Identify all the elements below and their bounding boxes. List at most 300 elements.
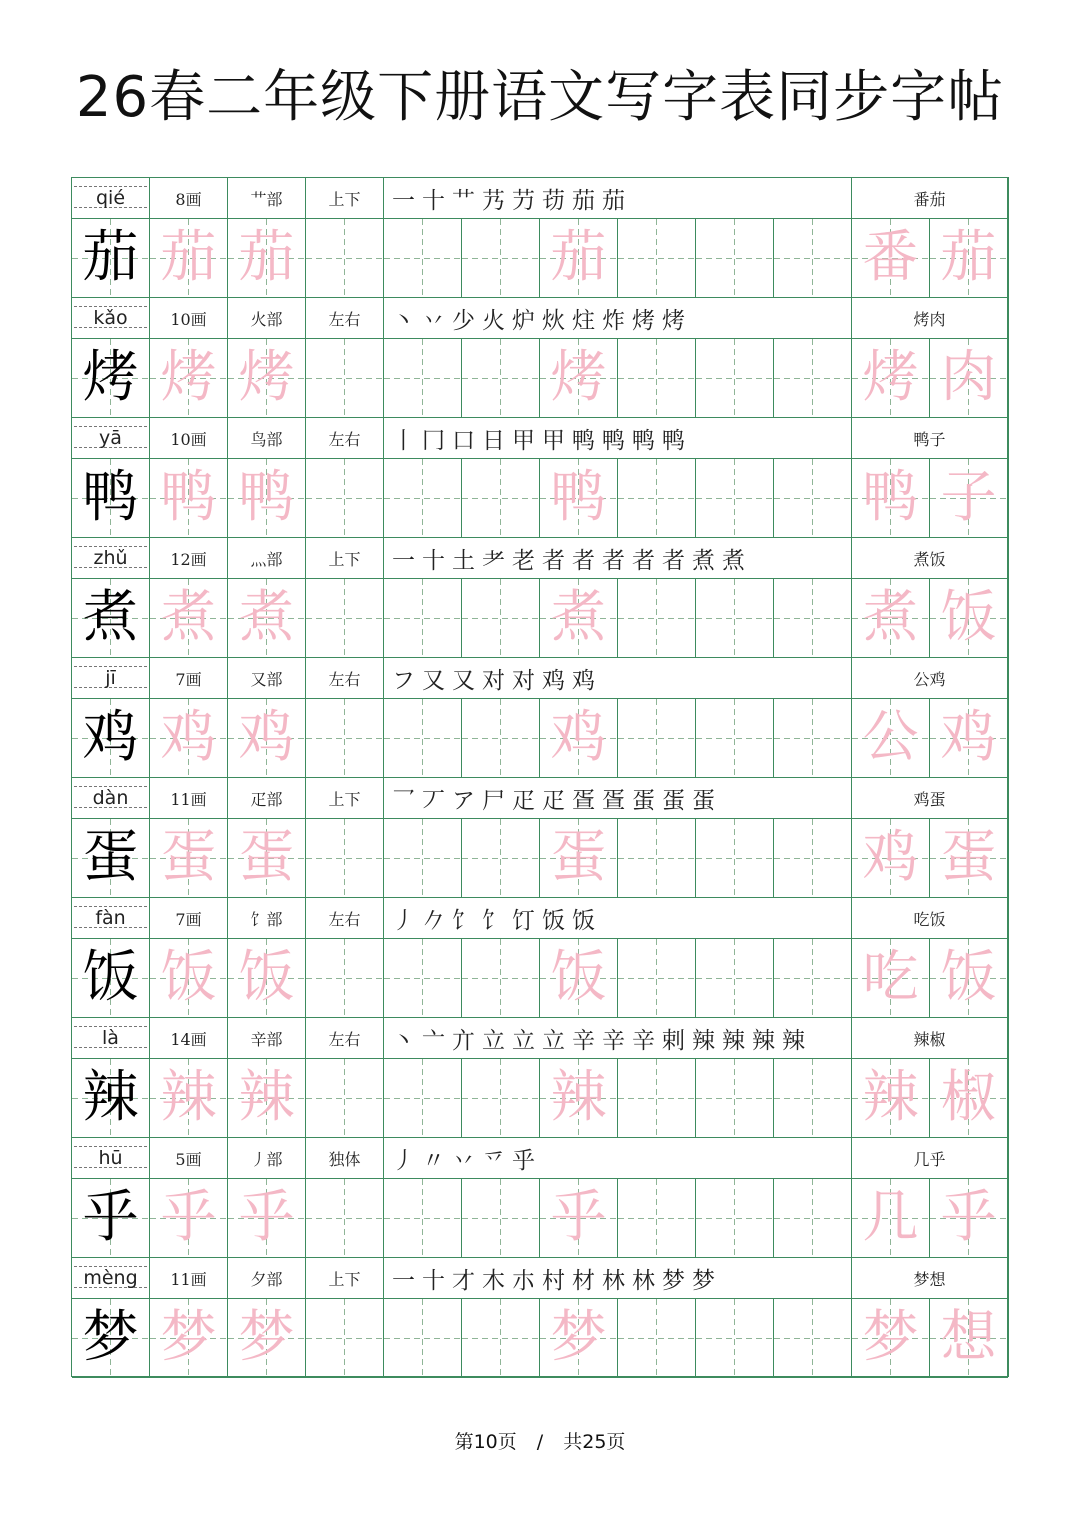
tracing-character: 想 bbox=[940, 1305, 997, 1370]
radical: 丿部 bbox=[250, 1149, 283, 1169]
practice-box bbox=[228, 579, 306, 658]
page-separator: / bbox=[536, 1431, 544, 1453]
stroke-order-step: 苆 bbox=[542, 187, 565, 214]
pinyin-cell bbox=[72, 1138, 150, 1179]
tracing-character: 乎 bbox=[160, 1185, 217, 1250]
stroke-order-step: 土 bbox=[452, 547, 475, 574]
tracing-character: 鸡 bbox=[940, 705, 997, 770]
stroke-order-step: 𠂊 bbox=[422, 907, 445, 934]
practice-box bbox=[540, 1179, 618, 1258]
stroke-order-step: 蛋 bbox=[692, 787, 715, 814]
stroke-order-step: 丿 bbox=[392, 1147, 415, 1174]
practice-box bbox=[540, 1299, 618, 1378]
practice-box bbox=[462, 699, 540, 778]
model-character: 梦 bbox=[82, 1305, 139, 1370]
stroke-order-step: 丨 bbox=[392, 427, 415, 454]
stroke-order-step: 辣 bbox=[722, 1027, 745, 1054]
stroke-order-step: 冂 bbox=[422, 427, 445, 454]
stroke-order-step: ア bbox=[452, 787, 475, 814]
example-word: 梦想 bbox=[913, 1269, 946, 1289]
radical-cell bbox=[228, 298, 306, 339]
practice-box bbox=[306, 219, 384, 298]
practice-box bbox=[540, 579, 618, 658]
stroke-order-cell bbox=[384, 298, 852, 339]
practice-box bbox=[618, 819, 696, 898]
stroke-order-step: 亣 bbox=[452, 1027, 475, 1054]
stroke-order-step: 疋 bbox=[512, 787, 535, 814]
practice-box bbox=[930, 939, 1008, 1018]
stroke-order-step: 乊 bbox=[482, 1147, 505, 1174]
practice-box bbox=[852, 459, 930, 538]
pinyin-cell bbox=[72, 178, 150, 219]
practice-box bbox=[696, 579, 774, 658]
stroke-count-cell bbox=[150, 178, 228, 219]
tracing-character: 鸡 bbox=[862, 825, 919, 890]
practice-box bbox=[306, 459, 384, 538]
stroke-order-step: 鸭 bbox=[602, 427, 625, 454]
practice-box bbox=[384, 219, 462, 298]
tracing-character: 几 bbox=[862, 1185, 919, 1250]
stroke-count-cell bbox=[150, 1018, 228, 1059]
stroke-order-step: 者 bbox=[602, 547, 625, 574]
stroke-order-step: 甲 bbox=[542, 427, 565, 454]
tracing-character: 辣 bbox=[238, 1065, 295, 1130]
radical: 火部 bbox=[250, 309, 283, 329]
tracing-character: 梦 bbox=[160, 1305, 217, 1370]
pinyin-cell bbox=[72, 658, 150, 699]
practice-box bbox=[930, 339, 1008, 418]
tracing-character: 烤 bbox=[550, 345, 607, 410]
stroke-order-step: 者 bbox=[542, 547, 565, 574]
stroke-order-step: 丷 bbox=[422, 307, 445, 334]
tracing-character: 煮 bbox=[160, 585, 217, 650]
practice-box bbox=[150, 459, 228, 538]
tracing-character: 乎 bbox=[940, 1185, 997, 1250]
practice-box bbox=[774, 219, 852, 298]
practice-box bbox=[228, 1179, 306, 1258]
stroke-order-step: 鸭 bbox=[662, 427, 685, 454]
model-character: 饭 bbox=[82, 945, 139, 1010]
practice-box bbox=[618, 219, 696, 298]
radical: 辛部 bbox=[250, 1029, 283, 1049]
tracing-character: 肉 bbox=[940, 345, 997, 410]
practice-box bbox=[540, 939, 618, 1018]
practice-box bbox=[228, 459, 306, 538]
structure-cell bbox=[306, 1018, 384, 1059]
practice-box bbox=[930, 1059, 1008, 1138]
practice-box bbox=[150, 1059, 228, 1138]
stroke-order-step: 艹 bbox=[452, 187, 475, 214]
stroke-order-step: 十 bbox=[422, 187, 445, 214]
practice-box bbox=[774, 579, 852, 658]
stroke-count: 10画 bbox=[170, 429, 207, 449]
stroke-order-step: 辛 bbox=[602, 1027, 625, 1054]
page-footer bbox=[0, 1427, 1080, 1454]
stroke-order-step: 丷 bbox=[452, 1147, 475, 1174]
stroke-order-step: 烤 bbox=[632, 307, 655, 334]
stroke-order-step: 梦 bbox=[692, 1267, 715, 1294]
stroke-count: 7画 bbox=[175, 909, 202, 929]
character-block bbox=[72, 898, 1008, 1018]
example-word: 煮饭 bbox=[913, 549, 946, 569]
stroke-order-cell bbox=[384, 418, 852, 459]
practice-box bbox=[462, 1059, 540, 1138]
practice-box bbox=[72, 339, 150, 418]
structure-cell bbox=[306, 778, 384, 819]
stroke-order-step: 鸭 bbox=[572, 427, 595, 454]
radical-cell bbox=[228, 778, 306, 819]
practice-box bbox=[72, 459, 150, 538]
model-character: 煮 bbox=[82, 585, 139, 650]
practice-box bbox=[72, 939, 150, 1018]
pinyin-cell bbox=[72, 1018, 150, 1059]
stroke-order-step: 饣 bbox=[482, 907, 505, 934]
practice-box bbox=[72, 1299, 150, 1378]
practice-box bbox=[306, 1299, 384, 1378]
tracing-character: 辣 bbox=[862, 1065, 919, 1130]
tracing-character: 茄 bbox=[940, 225, 997, 290]
structure-cell bbox=[306, 418, 384, 459]
example-word: 公鸡 bbox=[913, 669, 946, 689]
practice-box bbox=[228, 339, 306, 418]
practice-box bbox=[930, 1179, 1008, 1258]
stroke-order-step: 一 bbox=[392, 547, 415, 574]
practice-box bbox=[696, 1059, 774, 1138]
practice-box bbox=[72, 699, 150, 778]
tracing-character: 鸡 bbox=[238, 705, 295, 770]
tracing-character: 煮 bbox=[550, 585, 607, 650]
stroke-order-cell bbox=[384, 1258, 852, 1299]
model-character: 鸭 bbox=[82, 465, 139, 530]
stroke-count-cell bbox=[150, 298, 228, 339]
practice-box bbox=[930, 459, 1008, 538]
stroke-order-step: 日 bbox=[482, 427, 505, 454]
structure-cell bbox=[306, 298, 384, 339]
practice-box bbox=[540, 219, 618, 298]
tracing-character: 茄 bbox=[550, 225, 607, 290]
word-cell bbox=[852, 538, 1008, 579]
stroke-order-step: 丿 bbox=[392, 907, 415, 934]
stroke-order-step: 丶 bbox=[392, 1027, 415, 1054]
practice-box bbox=[462, 819, 540, 898]
practice-box bbox=[306, 1059, 384, 1138]
character-block bbox=[72, 658, 1008, 778]
stroke-order-step: 茄 bbox=[572, 187, 595, 214]
practice-box bbox=[852, 699, 930, 778]
practice-box bbox=[384, 1179, 462, 1258]
practice-box bbox=[540, 699, 618, 778]
word-cell bbox=[852, 298, 1008, 339]
stroke-order-step: 辛 bbox=[632, 1027, 655, 1054]
practice-box bbox=[696, 819, 774, 898]
stroke-count: 12画 bbox=[170, 549, 207, 569]
stroke-count-cell bbox=[150, 538, 228, 579]
character-block bbox=[72, 418, 1008, 538]
practice-box bbox=[696, 1179, 774, 1258]
radical: 灬部 bbox=[250, 549, 283, 569]
practice-box bbox=[618, 339, 696, 418]
practice-box bbox=[696, 459, 774, 538]
structure: 左右 bbox=[328, 1029, 361, 1049]
practice-box bbox=[618, 459, 696, 538]
practice-box bbox=[462, 339, 540, 418]
practice-box bbox=[228, 1059, 306, 1138]
word-cell bbox=[852, 778, 1008, 819]
structure: 左右 bbox=[328, 309, 361, 329]
stroke-order-step: フ bbox=[392, 667, 415, 694]
stroke-order-step: 者 bbox=[632, 547, 655, 574]
structure: 左右 bbox=[328, 429, 361, 449]
practice-box bbox=[696, 699, 774, 778]
practice-box bbox=[618, 699, 696, 778]
copybook-grid bbox=[71, 177, 1009, 1377]
tracing-character: 蛋 bbox=[238, 825, 295, 890]
practice-box bbox=[618, 1299, 696, 1378]
practice-box bbox=[852, 1299, 930, 1378]
stroke-order-step: 对 bbox=[512, 667, 535, 694]
radical-cell bbox=[228, 178, 306, 219]
structure: 左右 bbox=[328, 909, 361, 929]
stroke-order-step: 木 bbox=[482, 1267, 505, 1294]
radical-cell bbox=[228, 1258, 306, 1299]
pinyin-text: hū bbox=[98, 1147, 123, 1169]
stroke-order-step: 疍 bbox=[602, 787, 625, 814]
stroke-order-step: 〃 bbox=[422, 1147, 445, 1174]
radical-cell bbox=[228, 538, 306, 579]
model-character: 蛋 bbox=[82, 825, 139, 890]
pinyin-cell bbox=[72, 298, 150, 339]
stroke-order-step: 一 bbox=[392, 187, 415, 214]
tracing-character: 梦 bbox=[238, 1305, 295, 1370]
tracing-character: 鸡 bbox=[550, 705, 607, 770]
page-number: 第10页 bbox=[454, 1431, 517, 1453]
practice-box bbox=[462, 579, 540, 658]
page-title: 26春二年级下册语文写字表同步字帖 bbox=[75, 65, 1005, 130]
practice-box bbox=[150, 1179, 228, 1258]
stroke-order-step: 十 bbox=[422, 547, 445, 574]
radical-cell bbox=[228, 658, 306, 699]
stroke-order-step: 炷 bbox=[572, 307, 595, 334]
practice-box bbox=[774, 699, 852, 778]
tracing-character: 蛋 bbox=[160, 825, 217, 890]
practice-box bbox=[150, 579, 228, 658]
practice-box bbox=[150, 339, 228, 418]
structure: 上下 bbox=[328, 789, 361, 809]
practice-box bbox=[228, 219, 306, 298]
stroke-order-step: 材 bbox=[572, 1267, 595, 1294]
practice-box bbox=[150, 819, 228, 898]
stroke-order-step: 炸 bbox=[602, 307, 625, 334]
structure: 上下 bbox=[328, 189, 361, 209]
stroke-order-cell bbox=[384, 1138, 852, 1179]
pinyin-text: là bbox=[102, 1027, 119, 1049]
stroke-order-step: 老 bbox=[512, 547, 535, 574]
practice-box bbox=[930, 219, 1008, 298]
stroke-order-cell bbox=[384, 538, 852, 579]
structure-cell bbox=[306, 1138, 384, 1179]
pinyin-text: fàn bbox=[95, 907, 126, 929]
character-block bbox=[72, 538, 1008, 658]
pinyin-text: kǎo bbox=[93, 307, 128, 329]
character-block bbox=[72, 778, 1008, 898]
stroke-order-step: 蛋 bbox=[662, 787, 685, 814]
stroke-order-cell bbox=[384, 778, 852, 819]
practice-box bbox=[774, 1059, 852, 1138]
stroke-order-step: 疍 bbox=[572, 787, 595, 814]
stroke-order-step: 饣 bbox=[452, 907, 475, 934]
stroke-order-step: 饭 bbox=[542, 907, 565, 934]
tracing-character: 饭 bbox=[940, 945, 997, 1010]
practice-box bbox=[150, 219, 228, 298]
stroke-order-step: 耂 bbox=[482, 547, 505, 574]
structure: 上下 bbox=[328, 549, 361, 569]
practice-box bbox=[852, 339, 930, 418]
stroke-order-cell bbox=[384, 898, 852, 939]
practice-box bbox=[696, 219, 774, 298]
tracing-character: 茄 bbox=[238, 225, 295, 290]
practice-box bbox=[462, 219, 540, 298]
structure: 独体 bbox=[328, 1149, 361, 1169]
tracing-character: 辣 bbox=[550, 1065, 607, 1130]
tracing-character: 饭 bbox=[550, 945, 607, 1010]
model-character: 烤 bbox=[82, 345, 139, 410]
word-cell bbox=[852, 178, 1008, 219]
practice-box bbox=[72, 1179, 150, 1258]
structure-cell bbox=[306, 1258, 384, 1299]
radical-cell bbox=[228, 418, 306, 459]
pinyin-cell bbox=[72, 1258, 150, 1299]
stroke-order-step: 乎 bbox=[512, 1147, 535, 1174]
stroke-order-step: 才 bbox=[452, 1267, 475, 1294]
character-block bbox=[72, 1018, 1008, 1138]
stroke-order-step: 烤 bbox=[662, 307, 685, 334]
example-word: 几乎 bbox=[913, 1149, 946, 1169]
practice-box bbox=[72, 1059, 150, 1138]
model-character: 乎 bbox=[82, 1185, 139, 1250]
practice-box bbox=[618, 1179, 696, 1258]
character-block bbox=[72, 298, 1008, 418]
stroke-count: 5画 bbox=[175, 1149, 202, 1169]
pinyin-text: mèng bbox=[83, 1267, 138, 1289]
stroke-order-cell bbox=[384, 658, 852, 699]
stroke-count: 14画 bbox=[170, 1029, 207, 1049]
radical-cell bbox=[228, 1018, 306, 1059]
practice-box bbox=[306, 699, 384, 778]
stroke-order-step: 辣 bbox=[782, 1027, 805, 1054]
tracing-character: 煮 bbox=[238, 585, 295, 650]
practice-box bbox=[774, 1299, 852, 1378]
pinyin-text: jī bbox=[105, 667, 116, 689]
model-character: 鸡 bbox=[82, 705, 139, 770]
stroke-order-step: 立 bbox=[512, 1027, 535, 1054]
practice-box bbox=[384, 459, 462, 538]
stroke-order-step: 立 bbox=[482, 1027, 505, 1054]
stroke-count-cell bbox=[150, 898, 228, 939]
structure: 上下 bbox=[328, 1269, 361, 1289]
practice-box bbox=[228, 819, 306, 898]
stroke-order-step: 又 bbox=[422, 667, 445, 694]
stroke-order-step: 丶 bbox=[392, 307, 415, 334]
stroke-order-cell bbox=[384, 178, 852, 219]
structure-cell bbox=[306, 538, 384, 579]
practice-box bbox=[306, 939, 384, 1018]
page-total: 共25页 bbox=[563, 1431, 626, 1453]
practice-box bbox=[540, 459, 618, 538]
tracing-character: 蛋 bbox=[940, 825, 997, 890]
practice-box bbox=[306, 1179, 384, 1258]
stroke-order-step: 尸 bbox=[482, 787, 505, 814]
structure-cell bbox=[306, 178, 384, 219]
tracing-character: 椒 bbox=[940, 1065, 997, 1130]
word-cell bbox=[852, 418, 1008, 459]
stroke-order-step: 茄 bbox=[602, 187, 625, 214]
pinyin-cell bbox=[72, 898, 150, 939]
stroke-order-step: 者 bbox=[572, 547, 595, 574]
practice-box bbox=[618, 579, 696, 658]
example-word: 吃饭 bbox=[913, 909, 946, 929]
tracing-character: 吃 bbox=[862, 945, 919, 1010]
tracing-character: 鸭 bbox=[550, 465, 607, 530]
pinyin-cell bbox=[72, 418, 150, 459]
practice-box bbox=[852, 1179, 930, 1258]
practice-box bbox=[228, 939, 306, 1018]
word-cell bbox=[852, 898, 1008, 939]
practice-box bbox=[462, 939, 540, 1018]
tracing-character: 梦 bbox=[862, 1305, 919, 1370]
practice-box bbox=[384, 339, 462, 418]
tracing-character: 茄 bbox=[160, 225, 217, 290]
practice-box bbox=[930, 819, 1008, 898]
stroke-count: 8画 bbox=[175, 189, 202, 209]
stroke-order-step: 饭 bbox=[572, 907, 595, 934]
stroke-order-step: 口 bbox=[452, 427, 475, 454]
stroke-order-step: 者 bbox=[662, 547, 685, 574]
tracing-character: 番 bbox=[862, 225, 919, 290]
stroke-order-step: 蛋 bbox=[632, 787, 655, 814]
tracing-character: 烤 bbox=[238, 345, 295, 410]
practice-box bbox=[696, 1299, 774, 1378]
radical: 艹部 bbox=[250, 189, 283, 209]
stroke-order-step: 辛 bbox=[572, 1027, 595, 1054]
practice-box bbox=[852, 939, 930, 1018]
tracing-character: 饭 bbox=[160, 945, 217, 1010]
example-word: 辣椒 bbox=[913, 1029, 946, 1049]
practice-box bbox=[540, 339, 618, 418]
tracing-character: 乎 bbox=[550, 1185, 607, 1250]
stroke-order-step: 丆 bbox=[422, 787, 445, 814]
tracing-character: 鸭 bbox=[160, 465, 217, 530]
tracing-character: 烤 bbox=[862, 345, 919, 410]
practice-box bbox=[774, 1179, 852, 1258]
word-cell bbox=[852, 1018, 1008, 1059]
practice-box bbox=[852, 219, 930, 298]
character-block bbox=[72, 1258, 1008, 1378]
practice-box bbox=[150, 699, 228, 778]
stroke-order-step: 炉 bbox=[512, 307, 535, 334]
stroke-order-step: 林 bbox=[602, 1267, 625, 1294]
stroke-order-step: 辣 bbox=[692, 1027, 715, 1054]
stroke-order-step: 立 bbox=[542, 1027, 565, 1054]
stroke-order-step: 疋 bbox=[542, 787, 565, 814]
structure: 左右 bbox=[328, 669, 361, 689]
practice-box bbox=[150, 939, 228, 1018]
tracing-character: 饭 bbox=[940, 585, 997, 650]
stroke-order-cell bbox=[384, 1018, 852, 1059]
tracing-character: 鸭 bbox=[238, 465, 295, 530]
stroke-count: 11画 bbox=[170, 789, 207, 809]
tracing-character: 饭 bbox=[238, 945, 295, 1010]
practice-box bbox=[384, 939, 462, 1018]
